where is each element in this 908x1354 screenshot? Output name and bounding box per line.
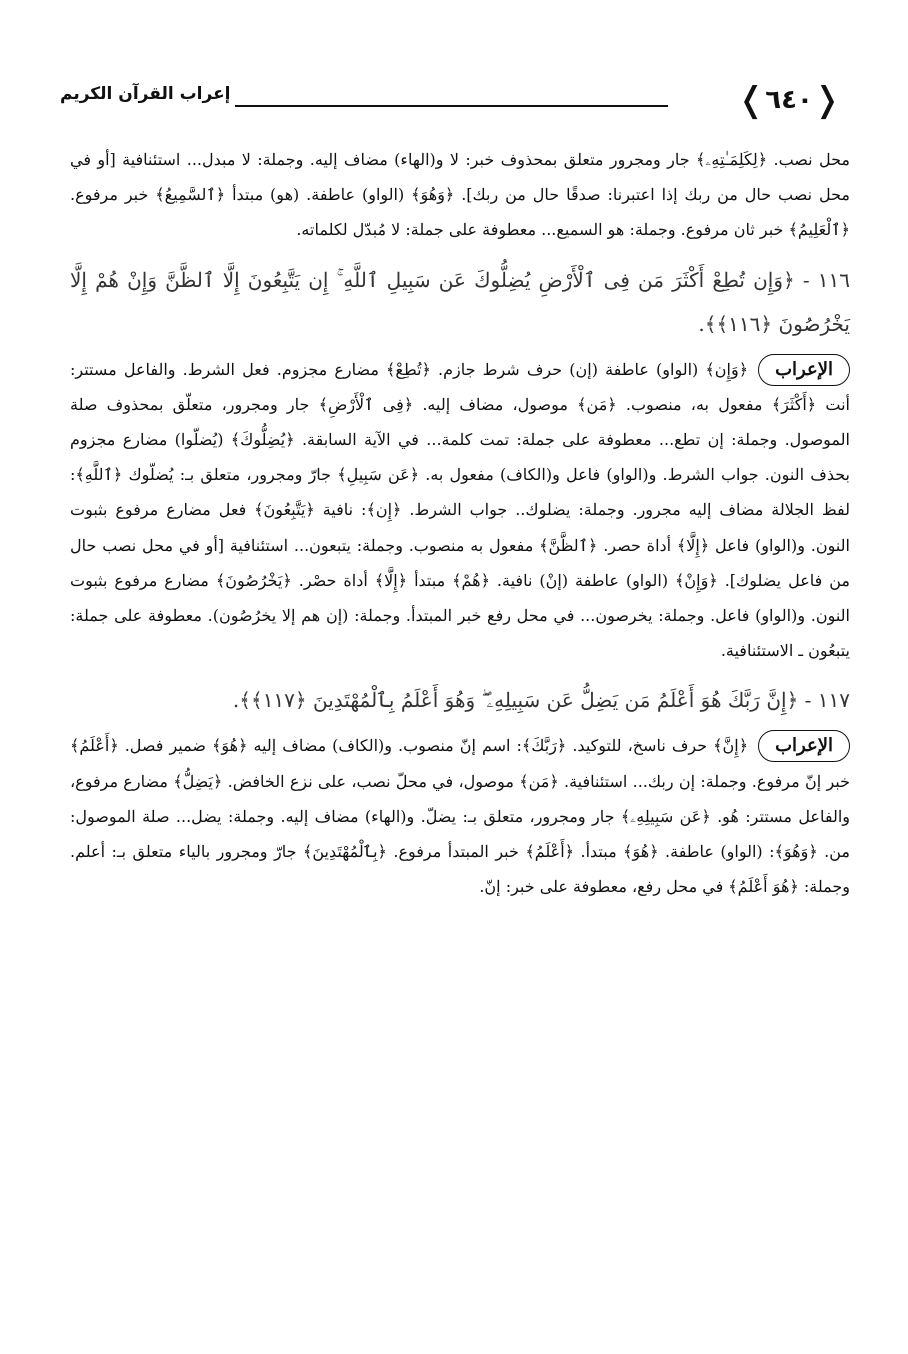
right-bracket-icon: ❭ <box>736 80 766 120</box>
verse-116: ١١٦ - ﴿وَإِن تُطِعْ أَكْثَرَ مَن فِى ٱلْأَرْضِ يُضِلُّوكَ عَن سَبِيلِ ٱللَّهِ ۚ إِن يَتَّبِعُونَ إِلَّا ٱلظَّنَّ وَإِنْ هُمْ إِلَّا يَخْرُصُونَ ﴿١١٦﴾﴾. <box>70 267 850 336</box>
i3rab-label: الإعراب <box>758 730 850 762</box>
paragraph-3-text: ﴿إِنَّ﴾ حرف ناسخ، للتوكيد. ﴿رَبَّكَ﴾: اسم إنّ منصوب. و(الكاف) مضاف إليه ﴿هُوَ﴾ ضمير فصل. ﴿أَعْلَمُ﴾ خبر إنّ مرفوع. وجملة: إن ربك... استئنافية. ﴿مَن﴾ موصول، في محلّ نصب، على نزع الخافض. ﴿يَضِلُّ﴾ مضارع مرفوع، والفاعل مستتر: هُو. ﴿عَن سَبِيلِهِۦ﴾ جار ومجرور، متعلق بـ: يضلّ. و(الهاء) مضاف إليه. وجملة: يضل... صلة الموصول: من. ﴿وَهُوَ﴾: (الواو) عاطفة. ﴿هُوَ﴾ مبتدأ. ﴿أَعْلَمُ﴾ خبر المبتدأ مرفوع. ﴿بِٱلْمُهْتَدِينَ﴾ جارّ ومجرور بالياء متعلق بـ: أعلم. وجملة: ﴿هُوَ أَعْلَمُ﴾ في محل رفع، معطوفة على خبر: إنّ. <box>70 736 851 897</box>
page-number-badge <box>730 78 848 122</box>
paragraph-2-text: ﴿وَإِن﴾ (الواو) عاطفة (إن) حرف شرط جازم. ﴿تُطِعْ﴾ مضارع مجزوم. فعل الشرط. والفاعل مستتر: أنت ﴿أَكْثَرَ﴾ مفعول به، منصوب. ﴿مَن﴾ موصول، مضاف إليه. ﴿فِى ٱلْأَرْضِ﴾ جار ومجرور، متعلّق بمحذوف صلة الموصول. وجملة: إن تطع... معطوفة على جملة: تمت كلمة... في الآية السابقة. ﴿يُضِلُّوكَ﴾ (يُضلّوا) مضارع مجزوم بحذف النون. جواب الشرط. و(الواو) فاعل و(الكاف) مفعول به. ﴿عَن سَبِيلِ﴾ جارّ ومجرور، متعلق بـ: يُضلّوك ﴿ٱللَّهِ﴾: لفظ الجلالة مضاف إليه مجرور. وجملة: يضلوك.. جواب الشرط. ﴿إِن﴾: نافية ﴿يَتَّبِعُونَ﴾ فعل مضارع مرفوع بثبوت النون. و(الواو) فاعل ﴿إِلَّا﴾ أداة حصر. ﴿ٱلظَّنَّ﴾ مفعول به منصوب. وجملة: يتبعون... استئنافية [أو في محل نصب حال من فاعل يضلوك]. ﴿وَإِنْ﴾ (الواو) عاطفة (إنْ) نافية. ﴿هُمْ﴾ مبتدأ ﴿إِلَّا﴾ أداة حصْر. ﴿يَخْرُصُونَ﴾ مضارع مرفوع بثبوت النون. و(الواو) فاعل. وجملة: يخرصون... في محل رفع خبر المبتدأ. وجملة: (إن هم إلا يخرُصُون). معطوفة على جملة: يتبعُون ـ الاستئنافية. <box>70 359 851 661</box>
page-body <box>70 142 850 904</box>
paragraph-3 <box>70 728 850 904</box>
left-bracket-icon: ❬ <box>812 80 842 120</box>
paragraph-1: محل نصب. ﴿لِكَلِمَـٰتِهِۦ﴾ جار ومجرور متعلق بمحذوف خبر: لا و(الهاء) مضاف إليه. وجملة: لا مبدل... استئنافية [أو في محل نصب حال من ربك إذا اعتبرنا: صدقًا حال من ربك]. ﴿وَهُوَ﴾ (الواو) عاطفة. (هو) مبتدأ ﴿ٱلسَّمِيعُ﴾ خبر مرفوع. ﴿ٱلْعَلِيمُ﴾ خبر ثان مرفوع. وجملة: هو السميع... معطوفة على جملة: لا مُبدّل لكلماته. <box>70 150 850 240</box>
page-header <box>60 78 848 126</box>
i3rab-label: الإعراب <box>758 354 850 386</box>
verse-117: ١١٧ - ﴿إِنَّ رَبَّكَ هُوَ أَعْلَمُ مَن يَضِلُّ عَن سَبِيلِهِۦ ۖ وَهُوَ أَعْلَمُ بِٱلْمُهْتَدِينَ ﴿١١٧﴾﴾. <box>232 688 850 713</box>
header-divider <box>235 105 668 107</box>
paragraph-2 <box>70 352 850 669</box>
book-title: إعراب القرآن الكريم <box>60 84 231 104</box>
page-number: ٦٤٠ <box>765 85 813 115</box>
